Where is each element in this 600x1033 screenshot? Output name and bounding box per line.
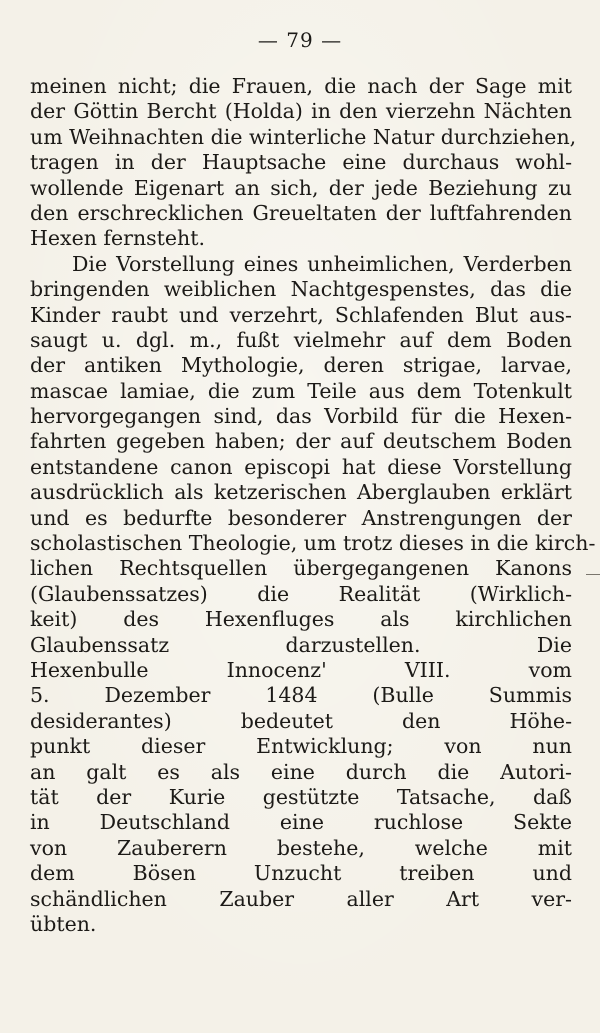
text-line: keit) des Hexenfluges als kirchlichen [30, 607, 572, 632]
text-line: fahrten gegeben haben; der auf deutschem Boden [30, 429, 572, 454]
text-line: (Glaubenssatzes) die Realität (Wirklich- [30, 581, 572, 606]
text-line: desiderantes) bedeutet den Höhe- [30, 708, 572, 733]
text-line: wollende Eigenart an sich, der jede Beziehung zu [30, 175, 572, 200]
text-line: meinen nicht; die Frauen, die nach der Sage mit [30, 74, 572, 98]
text-line: schändlichen Zauber aller Art ver- [30, 886, 572, 911]
text-line: saugt u. dgl. m., fußt vielmehr auf dem Boden [30, 327, 572, 352]
text-line: Hexenbulle Innocenz' VIII. vom [30, 657, 572, 682]
text-line: mascae lamiae, die zum Teile aus dem Totenkult [30, 378, 572, 403]
text-line: punkt dieser Entwicklung; von nun [30, 734, 572, 759]
text-line: Glaubenssatz darzustellen. Die [30, 632, 572, 657]
text-line: der antiken Mythologie, deren strigae, larvae, [30, 353, 572, 378]
text-line: ausdrücklich als ketzerischen Aberglauben erklärt [30, 480, 572, 505]
text-line: und es bedurfte besonderer Anstrengungen der [30, 505, 572, 530]
text-line: von Zauberern bestehe, welche mit [30, 835, 572, 860]
text-line: bringenden weiblichen Nachtgespenstes, das die [30, 277, 572, 302]
text-line: Die Vorstellung eines unheimlichen, Verderben [72, 251, 572, 276]
text-line: an galt es als eine durch die Autori- [30, 759, 572, 784]
text-line: Hexen fernsteht. [30, 226, 205, 251]
text-line: den erschrecklichen Greueltaten der luftfahrenden [30, 200, 572, 225]
text-line: der Göttin Bercht (Holda) in den vierzehn Nächten [30, 99, 572, 124]
text-line: 5. Dezember 1484 (Bulle Summis [30, 683, 572, 708]
text-line: übten. [30, 911, 97, 936]
text-line: scholastischen Theologie, um trotz dieses in die kirch- [30, 531, 596, 556]
text-line: um Weihnachten die winterliche Natur durchziehen, [30, 124, 577, 149]
text-line: tragen in der Hauptsache eine durchaus wohl- [30, 150, 572, 175]
text-line: in Deutschland eine ruchlose Sekte [30, 810, 572, 835]
body-text [30, 74, 596, 937]
text-line: tät der Kurie gestützte Tatsache, daß [30, 784, 572, 809]
text-line: entstandene canon episcopi hat diese Vorstellung [30, 454, 572, 479]
text-line: lichen Rechtsquellen übergegangenen Kanons [30, 556, 572, 581]
page-number: — 79 — [257, 28, 343, 52]
margin-mark [586, 574, 600, 575]
text-line: Kinder raubt und verzehrt, Schlafenden Blut aus- [30, 302, 572, 327]
text-line: hervorgegangen sind, das Vorbild für die Hexen- [30, 404, 572, 429]
text-line: dem Bösen Unzucht treiben und [30, 861, 572, 886]
